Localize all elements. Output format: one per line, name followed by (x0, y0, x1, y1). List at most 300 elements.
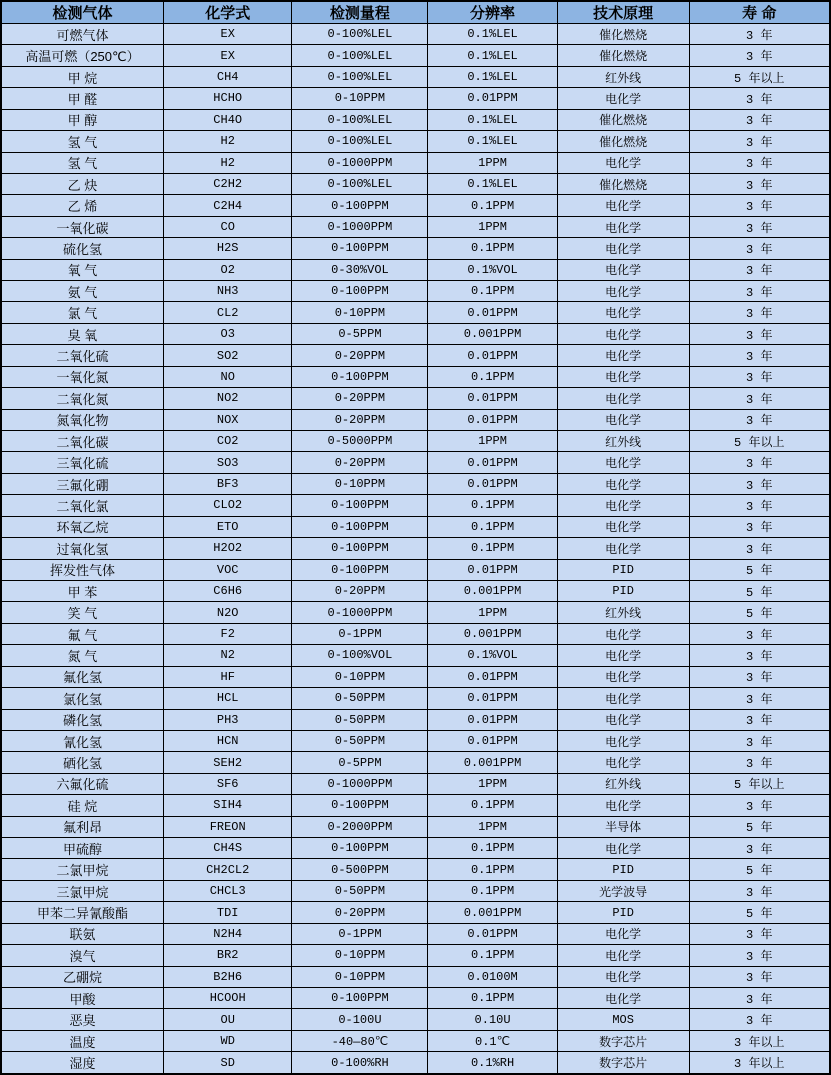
cell-range: 0-100PPM (292, 516, 428, 537)
cell-resolution: 0.1%VOL (428, 645, 557, 666)
cell-principle: 电化学 (557, 516, 689, 537)
cell-formula: CH4O (163, 109, 291, 130)
cell-range: 0-100PPM (292, 795, 428, 816)
cell-range: 0-100PPM (292, 238, 428, 259)
table-body (1, 24, 830, 1075)
table-row (1, 688, 830, 709)
cell-lifespan: 5 年 (689, 859, 830, 880)
table-row (1, 538, 830, 559)
cell-gas-name: 臭 氧 (1, 323, 163, 344)
cell-formula: SO3 (163, 452, 291, 473)
cell-lifespan: 3 年 (689, 538, 830, 559)
table-row (1, 623, 830, 644)
cell-resolution: 1PPM (428, 602, 557, 623)
cell-lifespan: 3 年以上 (689, 1052, 830, 1074)
cell-resolution: 0.1%LEL (428, 24, 557, 45)
cell-gas-name: 湿度 (1, 1052, 163, 1074)
table-row (1, 66, 830, 87)
cell-gas-name: 乙 烯 (1, 195, 163, 216)
cell-lifespan: 3 年 (689, 645, 830, 666)
cell-range: 0-10PPM (292, 473, 428, 494)
cell-gas-name: 氮氧化物 (1, 409, 163, 430)
table-row (1, 409, 830, 430)
cell-formula: HCL (163, 688, 291, 709)
cell-formula: N2O (163, 602, 291, 623)
cell-resolution: 0.1%VOL (428, 259, 557, 280)
cell-resolution: 0.1PPM (428, 281, 557, 302)
cell-resolution: 0.01PPM (428, 409, 557, 430)
table-row (1, 602, 830, 623)
cell-principle: MOS (557, 1009, 689, 1030)
cell-lifespan: 3 年 (689, 259, 830, 280)
cell-range: 0-10PPM (292, 966, 428, 987)
cell-lifespan: 3 年 (689, 152, 830, 173)
cell-principle: 电化学 (557, 473, 689, 494)
table-row (1, 1009, 830, 1030)
cell-range: -40—80℃ (292, 1030, 428, 1051)
cell-range: 0-2000PPM (292, 816, 428, 837)
cell-principle: 电化学 (557, 323, 689, 344)
table-row (1, 1052, 830, 1074)
cell-resolution: 1PPM (428, 816, 557, 837)
cell-lifespan: 3 年 (689, 709, 830, 730)
cell-range: 0-20PPM (292, 409, 428, 430)
cell-range: 0-100PPM (292, 538, 428, 559)
cell-principle: 电化学 (557, 645, 689, 666)
cell-range: 0-1000PPM (292, 216, 428, 237)
cell-lifespan: 3 年 (689, 838, 830, 859)
table-row (1, 730, 830, 751)
cell-lifespan: 3 年 (689, 281, 830, 302)
cell-formula: HCHO (163, 88, 291, 109)
cell-gas-name: 一氧化氮 (1, 366, 163, 387)
cell-resolution: 0.01PPM (428, 666, 557, 687)
cell-gas-name: 三氟化硼 (1, 473, 163, 494)
cell-principle: 电化学 (557, 216, 689, 237)
cell-lifespan: 3 年 (689, 880, 830, 901)
table-row (1, 1030, 830, 1051)
table-row (1, 923, 830, 944)
cell-principle: 电化学 (557, 730, 689, 751)
cell-resolution: 0.001PPM (428, 902, 557, 923)
cell-principle: 电化学 (557, 388, 689, 409)
cell-resolution: 0.1PPM (428, 366, 557, 387)
cell-principle: PID (557, 559, 689, 580)
cell-range: 0-20PPM (292, 345, 428, 366)
cell-gas-name: 二氧化硫 (1, 345, 163, 366)
cell-range: 0-10PPM (292, 666, 428, 687)
table-row (1, 795, 830, 816)
cell-lifespan: 3 年 (689, 388, 830, 409)
cell-principle: 电化学 (557, 452, 689, 473)
column-header-gas-name: 检测气体 (1, 1, 163, 24)
table-row (1, 345, 830, 366)
cell-lifespan: 3 年 (689, 109, 830, 130)
cell-range: 0-100%LEL (292, 66, 428, 87)
cell-resolution: 0.1PPM (428, 195, 557, 216)
cell-formula: BR2 (163, 945, 291, 966)
table-row (1, 173, 830, 194)
cell-resolution: 1PPM (428, 431, 557, 452)
cell-principle: 电化学 (557, 752, 689, 773)
cell-range: 0-100%LEL (292, 45, 428, 66)
cell-principle: 电化学 (557, 709, 689, 730)
cell-principle: 光学波导 (557, 880, 689, 901)
cell-lifespan: 3 年 (689, 473, 830, 494)
cell-resolution: 0.01PPM (428, 473, 557, 494)
table-row (1, 195, 830, 216)
table-row (1, 216, 830, 237)
cell-range: 0-100U (292, 1009, 428, 1030)
cell-gas-name: 硅 烷 (1, 795, 163, 816)
cell-formula: HCN (163, 730, 291, 751)
cell-resolution: 0.1%LEL (428, 45, 557, 66)
cell-gas-name: 硫化氢 (1, 238, 163, 259)
cell-gas-name: 甲 醇 (1, 109, 163, 130)
cell-lifespan: 3 年 (689, 730, 830, 751)
cell-lifespan: 3 年 (689, 945, 830, 966)
cell-resolution: 0.1PPM (428, 538, 557, 559)
cell-gas-name: 氯化氢 (1, 688, 163, 709)
cell-resolution: 0.1PPM (428, 945, 557, 966)
cell-formula: CLO2 (163, 495, 291, 516)
cell-principle: 电化学 (557, 838, 689, 859)
column-header-range: 检测量程 (292, 1, 428, 24)
cell-lifespan: 3 年 (689, 452, 830, 473)
cell-resolution: 0.01PPM (428, 302, 557, 323)
cell-resolution: 0.01PPM (428, 730, 557, 751)
cell-lifespan: 5 年以上 (689, 773, 830, 794)
cell-resolution: 0.10U (428, 1009, 557, 1030)
cell-gas-name: 乙硼烷 (1, 966, 163, 987)
cell-formula: ETO (163, 516, 291, 537)
cell-range: 0-5PPM (292, 323, 428, 344)
table-row (1, 580, 830, 601)
cell-formula: O2 (163, 259, 291, 280)
cell-resolution: 0.1PPM (428, 880, 557, 901)
cell-resolution: 0.1PPM (428, 238, 557, 259)
cell-resolution: 0.01PPM (428, 452, 557, 473)
cell-gas-name: 甲苯二异氰酸酯 (1, 902, 163, 923)
cell-gas-name: 甲 苯 (1, 580, 163, 601)
cell-principle: PID (557, 580, 689, 601)
cell-principle: 电化学 (557, 238, 689, 259)
cell-lifespan: 3 年 (689, 516, 830, 537)
cell-range: 0-30%VOL (292, 259, 428, 280)
cell-lifespan: 3 年 (689, 323, 830, 344)
cell-range: 0-20PPM (292, 580, 428, 601)
cell-range: 0-100PPM (292, 559, 428, 580)
cell-lifespan: 3 年 (689, 24, 830, 45)
cell-principle: 红外线 (557, 602, 689, 623)
cell-resolution: 0.01PPM (428, 88, 557, 109)
cell-formula: VOC (163, 559, 291, 580)
cell-formula: PH3 (163, 709, 291, 730)
cell-formula: H2 (163, 131, 291, 152)
cell-formula: WD (163, 1030, 291, 1051)
cell-gas-name: 磷化氢 (1, 709, 163, 730)
table-header (1, 1, 830, 24)
cell-gas-name: 硒化氢 (1, 752, 163, 773)
cell-lifespan: 3 年 (689, 238, 830, 259)
cell-principle: 电化学 (557, 152, 689, 173)
cell-principle: PID (557, 859, 689, 880)
table-row (1, 388, 830, 409)
cell-lifespan: 5 年 (689, 816, 830, 837)
cell-lifespan: 3 年 (689, 345, 830, 366)
cell-range: 0-10PPM (292, 945, 428, 966)
cell-principle: 催化燃烧 (557, 45, 689, 66)
table-row (1, 302, 830, 323)
cell-lifespan: 5 年 (689, 559, 830, 580)
cell-principle: 电化学 (557, 88, 689, 109)
cell-lifespan: 5 年以上 (689, 66, 830, 87)
cell-gas-name: 一氧化碳 (1, 216, 163, 237)
cell-gas-name: 二氯甲烷 (1, 859, 163, 880)
table-row (1, 281, 830, 302)
cell-lifespan: 3 年 (689, 45, 830, 66)
cell-resolution: 0.1%LEL (428, 109, 557, 130)
cell-gas-name: 六氟化硫 (1, 773, 163, 794)
cell-formula: N2H4 (163, 923, 291, 944)
cell-principle: 催化燃烧 (557, 24, 689, 45)
cell-principle: 电化学 (557, 987, 689, 1008)
table-row (1, 259, 830, 280)
cell-lifespan: 3 年 (689, 987, 830, 1008)
column-header-formula: 化学式 (163, 1, 291, 24)
cell-principle: 电化学 (557, 345, 689, 366)
table-row (1, 838, 830, 859)
cell-principle: 电化学 (557, 366, 689, 387)
cell-gas-name: 甲硫醇 (1, 838, 163, 859)
table-row (1, 859, 830, 880)
cell-lifespan: 5 年 (689, 580, 830, 601)
cell-range: 0-100%VOL (292, 645, 428, 666)
cell-range: 0-100PPM (292, 366, 428, 387)
cell-principle: 电化学 (557, 688, 689, 709)
table-row (1, 709, 830, 730)
cell-range: 0-20PPM (292, 902, 428, 923)
cell-range: 0-1000PPM (292, 602, 428, 623)
table-row (1, 752, 830, 773)
cell-gas-name: 氨 气 (1, 281, 163, 302)
cell-principle: 电化学 (557, 795, 689, 816)
cell-resolution: 0.1PPM (428, 516, 557, 537)
column-header-lifespan: 寿 命 (689, 1, 830, 24)
cell-principle: 电化学 (557, 623, 689, 644)
cell-lifespan: 3 年 (689, 1009, 830, 1030)
cell-range: 0-100PPM (292, 838, 428, 859)
table-row (1, 966, 830, 987)
cell-formula: CH2CL2 (163, 859, 291, 880)
cell-range: 0-20PPM (292, 452, 428, 473)
cell-gas-name: 甲 烷 (1, 66, 163, 87)
cell-lifespan: 3 年 (689, 216, 830, 237)
cell-formula: H2O2 (163, 538, 291, 559)
cell-principle: 电化学 (557, 259, 689, 280)
cell-formula: SD (163, 1052, 291, 1074)
cell-formula: B2H6 (163, 966, 291, 987)
table-row (1, 238, 830, 259)
cell-gas-name: 氧 气 (1, 259, 163, 280)
cell-range: 0-5PPM (292, 752, 428, 773)
cell-formula: HF (163, 666, 291, 687)
cell-principle: 电化学 (557, 195, 689, 216)
table-row (1, 666, 830, 687)
table-row (1, 24, 830, 45)
cell-range: 0-100%LEL (292, 24, 428, 45)
cell-lifespan: 3 年 (689, 131, 830, 152)
cell-formula: O3 (163, 323, 291, 344)
cell-gas-name: 二氧化碳 (1, 431, 163, 452)
cell-gas-name: 过氧化氢 (1, 538, 163, 559)
cell-range: 0-100%RH (292, 1052, 428, 1074)
table-row (1, 880, 830, 901)
cell-range: 0-50PPM (292, 709, 428, 730)
cell-lifespan: 5 年 (689, 602, 830, 623)
cell-principle: 数字芯片 (557, 1052, 689, 1074)
cell-formula: FREON (163, 816, 291, 837)
cell-principle: 电化学 (557, 945, 689, 966)
cell-lifespan: 3 年以上 (689, 1030, 830, 1051)
cell-lifespan: 3 年 (689, 795, 830, 816)
table-row (1, 452, 830, 473)
cell-range: 0-1PPM (292, 623, 428, 644)
cell-formula: NO (163, 366, 291, 387)
cell-range: 0-5000PPM (292, 431, 428, 452)
cell-principle: 催化燃烧 (557, 173, 689, 194)
cell-formula: C2H4 (163, 195, 291, 216)
table-row (1, 559, 830, 580)
cell-formula: CL2 (163, 302, 291, 323)
cell-resolution: 0.01PPM (428, 709, 557, 730)
cell-range: 0-1PPM (292, 923, 428, 944)
cell-range: 0-100%LEL (292, 131, 428, 152)
cell-resolution: 0.1%LEL (428, 173, 557, 194)
cell-resolution: 0.01PPM (428, 923, 557, 944)
cell-gas-name: 氢 气 (1, 152, 163, 173)
table-row (1, 152, 830, 173)
cell-principle: 红外线 (557, 431, 689, 452)
cell-range: 0-100PPM (292, 495, 428, 516)
cell-gas-name: 氯 气 (1, 302, 163, 323)
table-row (1, 366, 830, 387)
table-row (1, 495, 830, 516)
cell-principle: 催化燃烧 (557, 131, 689, 152)
cell-formula: SEH2 (163, 752, 291, 773)
cell-lifespan: 3 年 (689, 495, 830, 516)
cell-formula: N2 (163, 645, 291, 666)
cell-formula: EX (163, 24, 291, 45)
cell-formula: TDI (163, 902, 291, 923)
cell-lifespan: 3 年 (689, 752, 830, 773)
cell-resolution: 0.1%LEL (428, 131, 557, 152)
cell-range: 0-10PPM (292, 302, 428, 323)
cell-gas-name: 可燃气体 (1, 24, 163, 45)
cell-range: 0-1000PPM (292, 152, 428, 173)
cell-lifespan: 3 年 (689, 366, 830, 387)
cell-resolution: 0.01PPM (428, 388, 557, 409)
cell-resolution: 0.1PPM (428, 495, 557, 516)
cell-resolution: 0.1℃ (428, 1030, 557, 1051)
cell-resolution: 0.1PPM (428, 859, 557, 880)
cell-gas-name: 氟利昂 (1, 816, 163, 837)
cell-gas-name: 氢 气 (1, 131, 163, 152)
cell-lifespan: 3 年 (689, 173, 830, 194)
cell-range: 0-1000PPM (292, 773, 428, 794)
cell-formula: NH3 (163, 281, 291, 302)
cell-gas-name: 氰化氢 (1, 730, 163, 751)
table-row (1, 816, 830, 837)
cell-range: 0-100%LEL (292, 173, 428, 194)
cell-lifespan: 3 年 (689, 409, 830, 430)
cell-gas-name: 三氯甲烷 (1, 880, 163, 901)
cell-principle: 电化学 (557, 666, 689, 687)
cell-range: 0-10PPM (292, 88, 428, 109)
cell-resolution: 0.1PPM (428, 838, 557, 859)
table-row (1, 131, 830, 152)
cell-gas-name: 乙 炔 (1, 173, 163, 194)
cell-lifespan: 5 年以上 (689, 431, 830, 452)
cell-formula: CHCL3 (163, 880, 291, 901)
table-row (1, 323, 830, 344)
cell-formula: BF3 (163, 473, 291, 494)
cell-resolution: 0.0100M (428, 966, 557, 987)
cell-lifespan: 3 年 (689, 666, 830, 687)
cell-principle: 红外线 (557, 773, 689, 794)
table-row (1, 473, 830, 494)
cell-lifespan: 3 年 (689, 195, 830, 216)
cell-principle: 电化学 (557, 923, 689, 944)
table-row (1, 987, 830, 1008)
cell-resolution: 0.001PPM (428, 752, 557, 773)
cell-gas-name: 溴气 (1, 945, 163, 966)
cell-formula: EX (163, 45, 291, 66)
header-row (1, 1, 830, 24)
cell-principle: 电化学 (557, 302, 689, 323)
cell-gas-name: 笑 气 (1, 602, 163, 623)
cell-gas-name: 恶臭 (1, 1009, 163, 1030)
table-row (1, 431, 830, 452)
cell-resolution: 0.1%RH (428, 1052, 557, 1074)
cell-resolution: 1PPM (428, 216, 557, 237)
cell-formula: H2 (163, 152, 291, 173)
table-row (1, 516, 830, 537)
cell-resolution: 0.001PPM (428, 323, 557, 344)
cell-formula: SO2 (163, 345, 291, 366)
cell-lifespan: 3 年 (689, 966, 830, 987)
cell-formula: CO (163, 216, 291, 237)
cell-principle: 电化学 (557, 538, 689, 559)
cell-gas-name: 温度 (1, 1030, 163, 1051)
table-row (1, 773, 830, 794)
cell-lifespan: 3 年 (689, 623, 830, 644)
cell-formula: F2 (163, 623, 291, 644)
cell-formula: SF6 (163, 773, 291, 794)
table-row (1, 45, 830, 66)
cell-lifespan: 3 年 (689, 302, 830, 323)
cell-resolution: 0.1PPM (428, 987, 557, 1008)
table-row (1, 109, 830, 130)
cell-formula: C2H2 (163, 173, 291, 194)
cell-gas-name: 挥发性气体 (1, 559, 163, 580)
cell-lifespan: 3 年 (689, 88, 830, 109)
cell-formula: OU (163, 1009, 291, 1030)
cell-gas-name: 二氧化氯 (1, 495, 163, 516)
cell-formula: H2S (163, 238, 291, 259)
cell-gas-name: 联氨 (1, 923, 163, 944)
cell-range: 0-500PPM (292, 859, 428, 880)
